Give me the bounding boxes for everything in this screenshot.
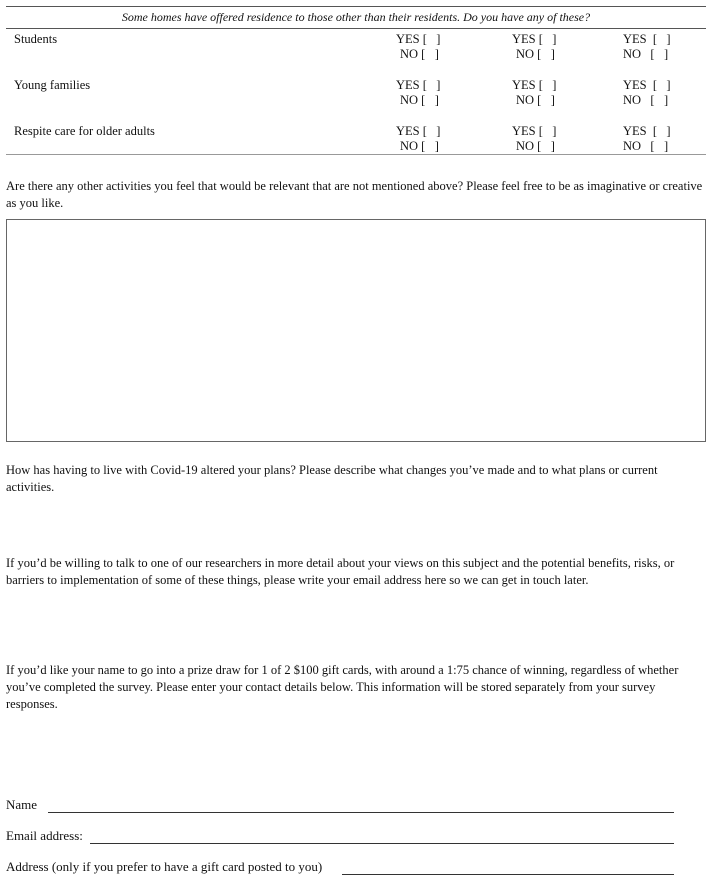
choice-group — [396, 32, 486, 62]
table-top-rule — [6, 6, 706, 7]
no-checkbox[interactable]: NO [ ] — [623, 139, 669, 153]
choice-group — [623, 78, 712, 108]
table-row-respite-care — [6, 124, 706, 158]
other-activities-question: Are there any other activities you feel that would be relevant that are not mentioned above? Please feel free to be as imaginative or creative as you like. — [6, 179, 703, 210]
yes-checkbox[interactable]: YES [ ] — [512, 32, 557, 46]
choice-group — [623, 124, 712, 154]
no-checkbox[interactable]: NO [ ] — [516, 47, 555, 61]
choice-group — [396, 78, 486, 108]
choice-group — [512, 78, 602, 108]
address-field[interactable] — [6, 859, 674, 877]
no-checkbox[interactable]: NO [ ] — [400, 47, 439, 61]
yes-checkbox[interactable]: YES [ ] — [512, 124, 557, 138]
no-checkbox[interactable]: NO [ ] — [623, 47, 669, 61]
table-bottom-rule — [6, 154, 706, 155]
email-input-line[interactable] — [90, 843, 674, 844]
table-header-rule — [6, 28, 706, 29]
row-label: Respite care for older adults — [14, 124, 155, 138]
name-label: Name — [6, 797, 38, 812]
yes-checkbox[interactable]: YES [ ] — [623, 78, 671, 92]
prize-draw-text: If you’d like your name to go into a prize draw for 1 of 2 $100 gift cards, with around a 1:75 chance of winning, regardless of whether you’ve completed the survey. Please enter your contact details below. This information will be stored separately from your survey responses. — [6, 663, 679, 711]
choice-group — [623, 32, 712, 62]
row-label: Young families — [14, 78, 91, 92]
yes-checkbox[interactable]: YES [ ] — [512, 78, 557, 92]
covid-question: How has having to live with Covid-19 altered your plans? Please describe what changes you’ve made and to what plans or current activities. — [6, 463, 658, 494]
choice-group — [512, 124, 602, 154]
no-checkbox[interactable]: NO [ ] — [516, 93, 555, 107]
choice-group — [396, 124, 486, 154]
address-input-line[interactable] — [342, 874, 674, 875]
no-checkbox[interactable]: NO [ ] — [623, 93, 669, 107]
table-header: Some homes have offered residence to those other than their residents. Do you have any of these? — [121, 10, 591, 24]
other-activities-answer-box[interactable] — [6, 219, 706, 442]
yes-checkbox[interactable]: YES [ ] — [396, 124, 441, 138]
yes-checkbox[interactable]: YES [ ] — [396, 78, 441, 92]
no-checkbox[interactable]: NO [ ] — [400, 93, 439, 107]
no-checkbox[interactable]: NO [ ] — [516, 139, 555, 153]
table-row-young-families — [6, 78, 706, 112]
choice-group — [512, 32, 602, 62]
yes-checkbox[interactable]: YES [ ] — [623, 32, 671, 46]
table-row-students — [6, 32, 706, 66]
researcher-contact-question: If you’d be willing to talk to one of our researchers in more detail about your views on this subject and the potential benefits, risks, or barriers to implementation of some of these things, please write your email address here so we can get in touch later. — [6, 556, 675, 587]
no-checkbox[interactable]: NO [ ] — [400, 139, 439, 153]
email-label: Email address: — [6, 828, 83, 843]
yes-checkbox[interactable]: YES [ ] — [396, 32, 441, 46]
name-input-line[interactable] — [48, 812, 674, 813]
yes-checkbox[interactable]: YES [ ] — [623, 124, 671, 138]
email-field[interactable] — [6, 828, 674, 846]
name-field[interactable] — [6, 797, 674, 815]
residence-table — [6, 6, 706, 154]
row-label: Students — [14, 32, 58, 46]
address-label: Address (only if you prefer to have a gift card posted to you) — [6, 859, 323, 874]
